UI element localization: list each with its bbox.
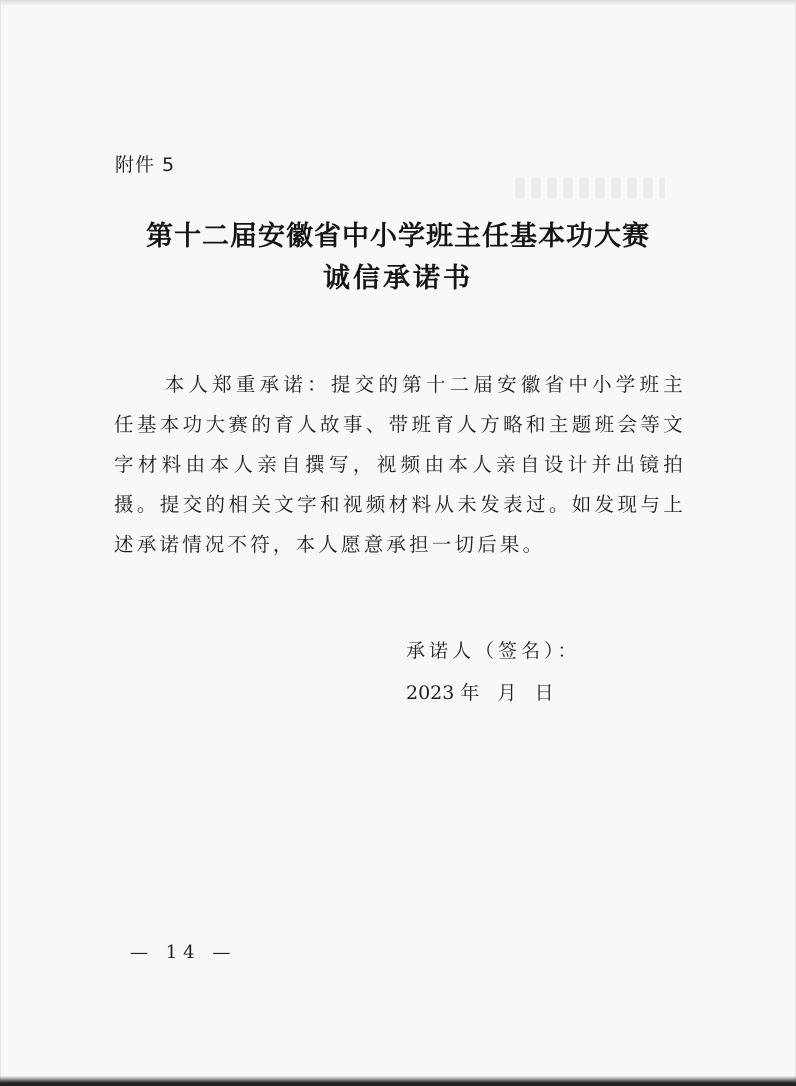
scan-edge-top (0, 0, 796, 6)
page-number: — 14 — (130, 942, 237, 963)
signature-label: 承诺人（签名）： (406, 640, 581, 662)
document-subtitle: 诚信承诺书 (323, 263, 473, 294)
pledge-paragraph: 本人郑重承诺：提交的第十二届安徽省中小学班主任基本功大赛的育人故事、带班育人方略和主题班会等文字材料由本人亲自撰写，视频由本人亲自设计并出镜拍摄。提交的相关文字和视频材料从未发表过。如发现与上述承诺情况不符，本人愿意承担一切后果。 (114, 373, 686, 556)
document-title: 第十二届安徽省中小学班主任基本功大赛 (146, 221, 650, 252)
scan-bleed-through (515, 178, 665, 198)
attachment-label: 附件 5 (115, 154, 176, 176)
date-line: 2023 年 月 日 (406, 682, 554, 704)
scan-edge-bottom (0, 1076, 796, 1086)
